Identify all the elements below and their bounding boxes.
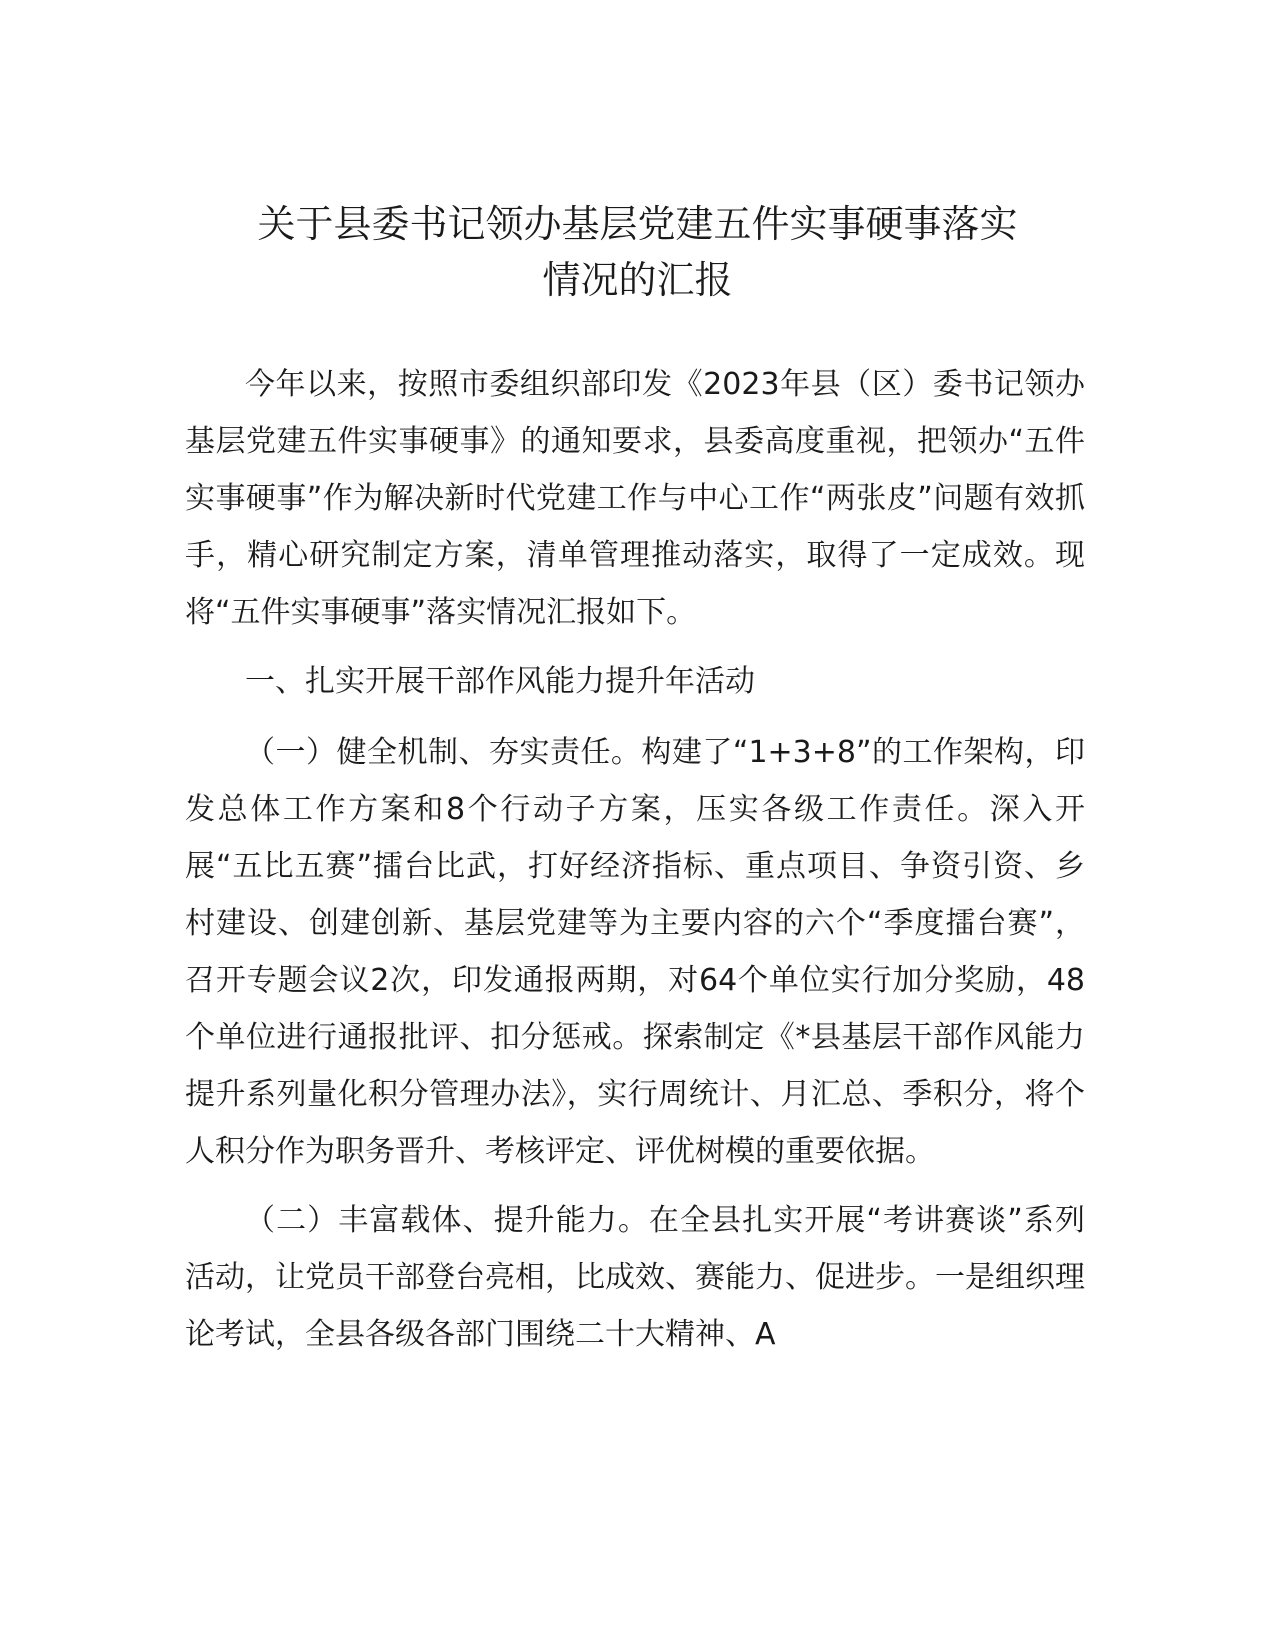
- intro-paragraph: 今年以来，按照市委组织部印发《2023年县（区）委书记领办基层党建五件实事硬事》的通知要求，县委高度重视，把领办“五件实事硬事”作为解决新时代党建工作与中心工作“两张皮”问题有效抓手，精心研究制定方案，清单管理推动落实，取得了一定成效。现将“五件实事硬事”落实情况汇报如下。: [185, 367, 1085, 630]
- title-line-1: 关于县委书记领办基层党建五件实事硬事落实: [257, 202, 1018, 246]
- subsection-paragraph-2: （二）丰富载体、提升能力。在全县扎实开展“考讲赛谈”系列活动，让党员干部登台亮相，比成效、赛能力、促进步。一是组织理论考试，全县各级各部门围绕二十大精神、A: [185, 1203, 1085, 1352]
- subsection-paragraph-1: （一）健全机制、夯实责任。构建了“1+3+8”的工作架构，印发总体工作方案和8个行动子方案，压实各级工作责任。深入开展“五比五赛”擂台比武，打好经济指标、重点项目、争资引资、乡村建设、创建创新、基层党建等为主要内容的六个“季度擂台赛”，召开专题会议2次，印发通报两期，对64个单位实行加分奖励，48个单位进行通报批评、扣分惩戒。探索制定《*县基层干部作风能力提升系列量化积分管理办法》，实行周统计、月汇总、季积分，将个人积分作为职务晋升、考核评定、评优树模的重要依据。: [185, 735, 1085, 1169]
- document-body: [185, 356, 1085, 1375]
- document-title: [150, 196, 1125, 308]
- title-line-2: 情况的汇报: [542, 258, 733, 302]
- section-heading: 一、扎实开展干部作风能力提升年活动: [245, 664, 755, 699]
